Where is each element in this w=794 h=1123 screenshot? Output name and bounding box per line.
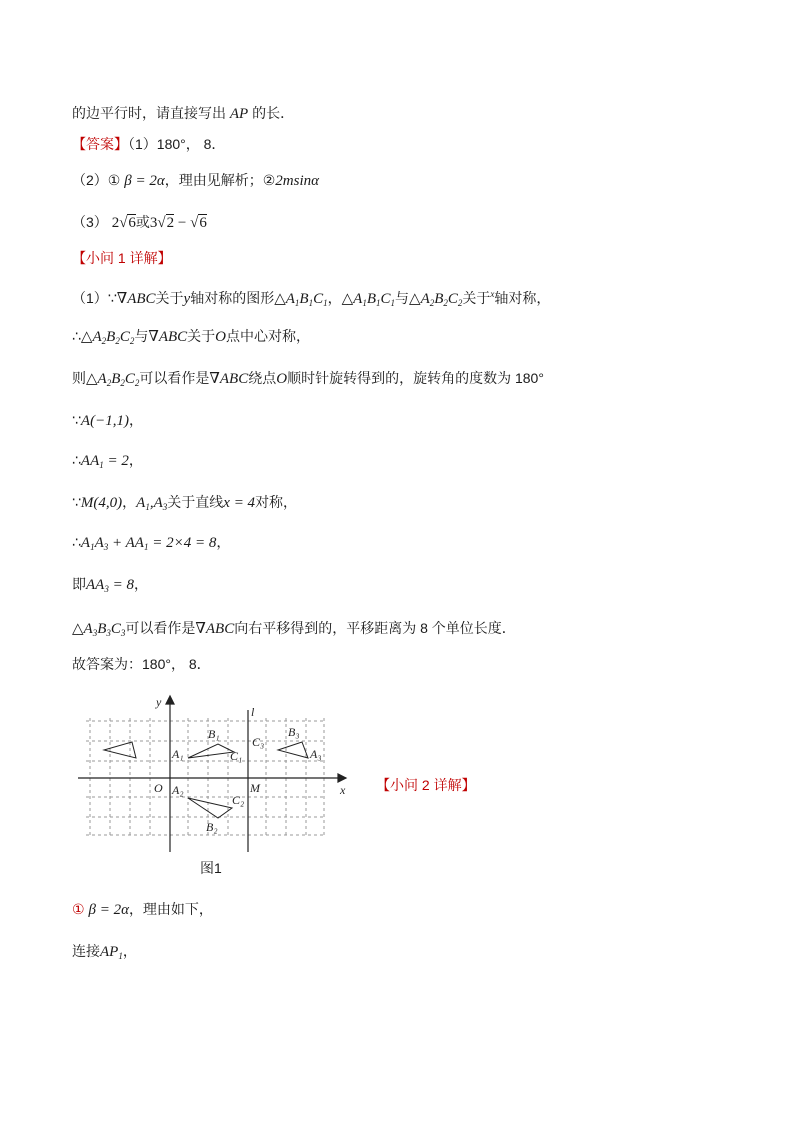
text: （1）∵ — [72, 290, 117, 306]
label-c3: C₃ — [252, 735, 265, 749]
text: 绕点 — [248, 370, 277, 386]
q1-line-5: $\therefore AA_1 = 2$， — [72, 452, 143, 470]
formula-ap1: $AP_1$ — [100, 944, 123, 961]
text: （3） — [72, 214, 108, 230]
label-m: M — [250, 781, 260, 795]
formula-x4: x = 4 — [223, 495, 256, 511]
q1-line-10: 故答案为：180°， 8． — [72, 656, 211, 672]
text: 对称， — [255, 494, 298, 510]
text: 的长． — [252, 105, 295, 121]
answer-line-1 — [72, 135, 225, 153]
tri-a1b1c1: $\triangle A_1B_1C_1$ — [341, 291, 396, 308]
text: ∴ — [72, 534, 81, 550]
formula-beta-2alpha: β = 2α — [124, 173, 165, 189]
figure-caption: 图1 — [200, 860, 222, 876]
var-x: x — [490, 289, 495, 299]
triangle-abc — [104, 742, 136, 758]
tri-abc: ∇ABC — [148, 329, 188, 345]
tri-abc: ∇ABC — [209, 371, 249, 387]
label-b3: B₃ — [288, 725, 300, 739]
text: 连接 — [72, 943, 100, 959]
section-tag-q2: 【小问 2 详解】 — [376, 777, 476, 793]
formula-3sqrt2-sqrt6: 3√2 − √6 — [149, 215, 207, 231]
triangle-a2b2c2 — [188, 798, 232, 818]
label-c1: C₁ — [230, 749, 243, 763]
formula-aa3: $AA_3 = 8$ — [86, 577, 134, 594]
label-b2: B₂ — [206, 820, 218, 834]
q1-line-8: 即$AA_3 = 8$， — [72, 576, 148, 594]
tri-a2b2c2: $\triangle A_2B_2C_2$ — [409, 291, 463, 308]
label-a2: A₂ — [172, 783, 184, 797]
text: 顺时针旋转得到的，旋转角的度数为 180° — [287, 370, 544, 386]
var-ap: AP — [229, 106, 249, 122]
text: 关于 — [187, 328, 216, 344]
q1-line-2 — [72, 327, 310, 350]
text: 可以看作是 — [125, 620, 196, 636]
text: 轴对称的图形 — [190, 290, 275, 306]
label-b1: B₁ — [208, 727, 220, 741]
formula-aa1: $AA_1 = 2$ — [80, 453, 129, 470]
text: 轴对称， — [494, 290, 551, 306]
answer-tag: 【答案】 — [72, 136, 128, 152]
tri-abc: ∇ABC — [195, 621, 235, 637]
q1-line-1 — [72, 285, 550, 312]
label-o: O — [154, 781, 163, 795]
text: ∵ — [72, 412, 81, 428]
text: （2）① — [72, 172, 121, 188]
text: 关于 — [155, 290, 184, 306]
text: ，理由如下， — [128, 901, 213, 917]
label-y: y — [156, 695, 162, 709]
text: ∴ — [72, 328, 81, 344]
tri-a2b2c2: $\triangle A_2B_2C_2$ — [80, 329, 135, 346]
text: ， — [327, 290, 342, 306]
text: 的边平行时，请直接写出 — [72, 105, 226, 121]
q1-line-4: ∵A(−1,1)， — [72, 412, 143, 429]
y-axis-arrow-icon — [166, 696, 174, 704]
text: ，理由见解析；② — [164, 172, 276, 188]
text: 即 — [72, 576, 86, 592]
text: 与 — [134, 328, 149, 344]
text: 向右平移得到的，平移距离为 8 个单位长度． — [234, 620, 516, 636]
text: 关于 — [462, 290, 491, 306]
var-y: y — [183, 291, 191, 307]
text: ① — [72, 901, 85, 917]
text: 可以看作是 — [139, 370, 210, 386]
label-a1: A₁ — [172, 747, 184, 761]
answer-line-2 — [72, 171, 319, 190]
section-tag-q1: 【小问 1 详解】 — [72, 250, 172, 266]
text: ∵ — [72, 494, 81, 510]
q1-line-6: ∵M(4,0)，$A_1,A_3$关于直线x = 4对称， — [72, 494, 298, 512]
formula-2msin: 2msinα — [275, 173, 320, 189]
text-line-1 — [72, 104, 294, 123]
triangle-a1b1c1 — [188, 744, 234, 758]
q1-line-7: $\therefore A_1A_3 + AA_1 = 2\times 4 = 8$， — [72, 534, 231, 552]
text: 关于直线 — [167, 494, 224, 510]
text: 点中心对称， — [226, 328, 310, 344]
tri-abc: ∇ABC — [116, 291, 156, 307]
coordinate-figure — [76, 692, 366, 852]
formula-2sqrt6: 2√6 — [111, 215, 136, 231]
formula-beta-2alpha: β = 2α — [88, 902, 129, 918]
text: 则 — [72, 370, 86, 386]
var-o: O — [215, 329, 226, 345]
label-c2: C₂ — [232, 793, 245, 807]
q2-line-1 — [72, 900, 213, 919]
tri-a3b3c3: $\triangle A_3B_3C_3$ — [72, 621, 126, 638]
label-x: x — [340, 783, 346, 797]
formula-a1a3: $A_1,A_3$ — [136, 495, 168, 512]
text: 或 — [135, 214, 150, 230]
x-axis-arrow-icon — [338, 774, 346, 782]
answer-line-3 — [72, 213, 207, 232]
q1-line-9 — [72, 619, 516, 642]
text: ∴ — [72, 452, 81, 468]
triangle-a3b3c3 — [278, 742, 308, 758]
answer-1: （1）180°， 8． — [128, 136, 226, 152]
label-l: l — [251, 705, 255, 719]
tri-a2b2c2: $\triangle A_2B_2C_2$ — [86, 371, 140, 388]
tri-a1b1c1: $\triangle A_1B_1C_1$ — [274, 291, 328, 308]
formula-a-point: A(−1,1) — [80, 413, 129, 429]
var-o: O — [276, 371, 288, 387]
formula-sum: $A_1A_3 + AA_1 = 2\times 4 = 8$ — [80, 535, 217, 552]
formula-m-point: M(4,0) — [80, 495, 123, 511]
text: 与 — [395, 290, 410, 306]
q2-line-2: 连接$AP_1$， — [72, 943, 137, 961]
q1-line-3 — [72, 369, 544, 392]
label-a3: A₃ — [310, 747, 322, 761]
